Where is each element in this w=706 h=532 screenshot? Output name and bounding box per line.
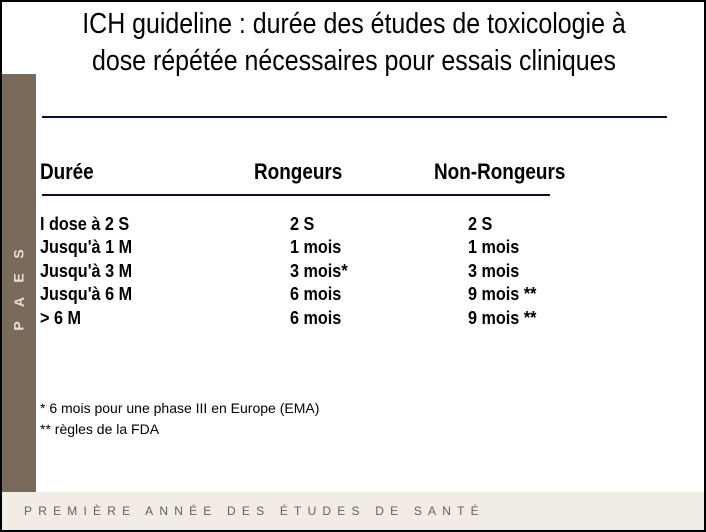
cell-rodents: 3 mois* — [290, 261, 348, 281]
title-line-1: ICH guideline : durée des études de toxicologie à — [82, 8, 626, 40]
cell-non-rodents: 3 mois — [468, 261, 520, 281]
header-rodents: Rongeurs — [254, 159, 343, 184]
side-letter-a: A — [11, 296, 27, 308]
cell-rodents: 1 mois — [290, 237, 342, 257]
cell-non-rodents: 9 mois ** — [468, 284, 537, 304]
header-non-rodents: Non-Rongeurs — [434, 159, 566, 184]
cell-rodents: 6 mois — [290, 308, 342, 328]
footnote-ema: * 6 mois pour une phase III en Europe (EMA) — [40, 400, 320, 416]
slide-title — [68, 6, 639, 80]
title-divider — [42, 116, 667, 118]
footnotes — [40, 398, 319, 440]
side-label — [2, 242, 36, 338]
cell-duration: Jusqu'à 6 M — [40, 284, 133, 304]
side-letter-p: P — [11, 321, 27, 331]
cell-non-rodents: 9 mois ** — [468, 308, 537, 328]
title-line-2: dose répétée nécessaires pour essais cliniques — [91, 45, 617, 77]
cell-rodents: 6 mois — [290, 284, 342, 304]
cell-duration: > 6 M — [40, 308, 81, 328]
cell-non-rodents: 1 mois — [468, 237, 520, 257]
cell-rodents: 2 S — [290, 214, 315, 234]
bottom-banner-text: PREMIÈRE ANNÉE DES ÉTUDES DE SANTÉ — [24, 504, 485, 518]
header-divider — [42, 194, 550, 196]
header-duration: Durée — [40, 159, 94, 184]
cell-duration: Jusqu'à 3 M — [40, 261, 133, 281]
footnote-fda: ** règles de la FDA — [40, 421, 160, 437]
side-letter-s: S — [11, 249, 27, 259]
cell-non-rodents: 2 S — [468, 214, 493, 234]
cell-duration: Jusqu'à 1 M — [40, 237, 133, 257]
cell-duration: I dose à 2 S — [40, 214, 130, 234]
side-letter-e: E — [11, 273, 27, 283]
